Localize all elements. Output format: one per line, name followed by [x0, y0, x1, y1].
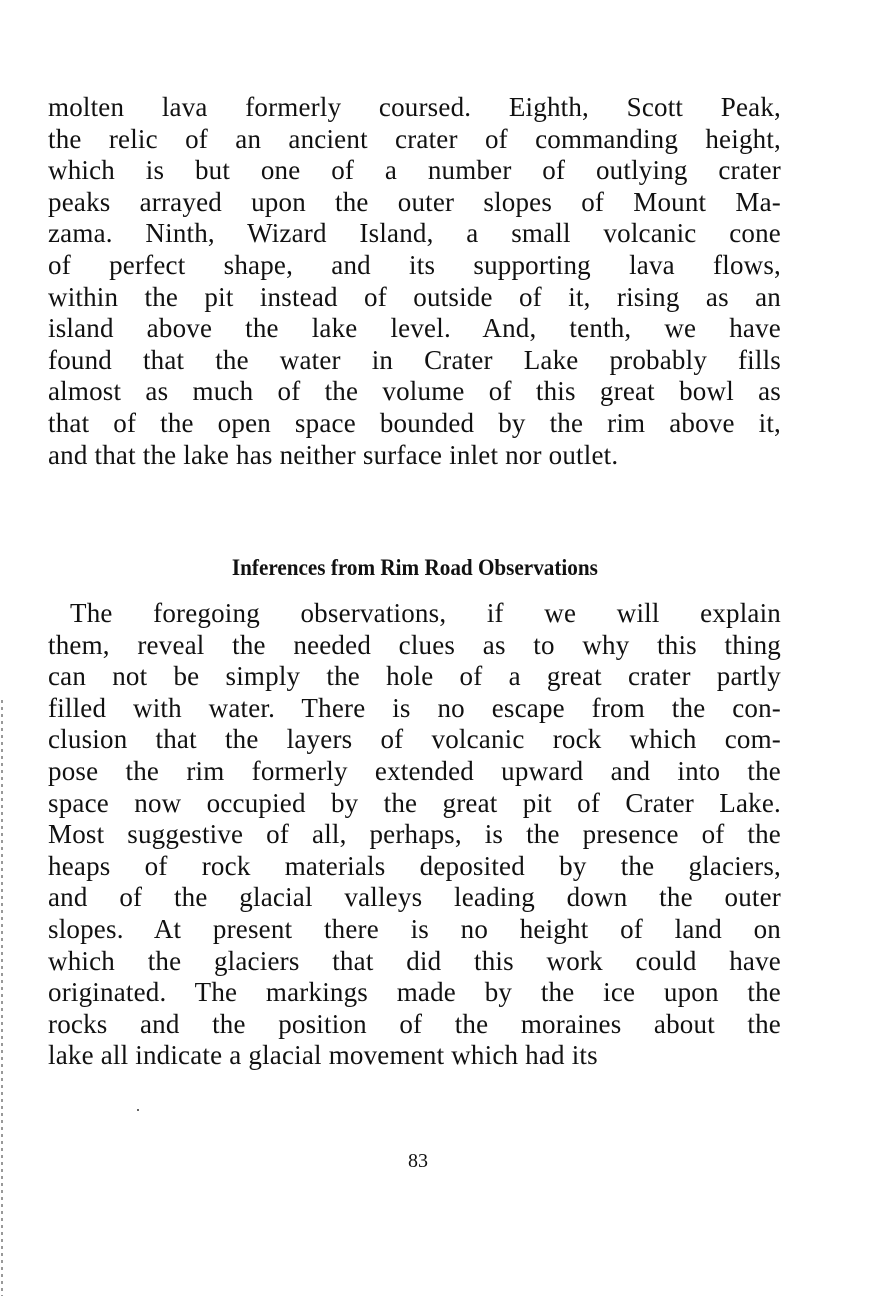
text-line: which the glaciers that did this work could have — [48, 945, 781, 976]
text-line: and of the glacial valleys leading down the outer — [48, 882, 781, 913]
text-line: molten lava formerly coursed. Eighth, Scott Peak, — [48, 92, 781, 122]
text-line: almost as much of the volume of this great bowl as — [48, 376, 781, 407]
text-line: of perfect shape, and its supporting lava flows, — [48, 250, 781, 280]
section-heading-text: Inferences from Rim Road Observations — [231, 555, 598, 580]
text-line: slopes. At present there is no height of land on — [48, 914, 781, 944]
text-line: peaks arrayed upon the outer slopes of Mount Ma- — [48, 186, 781, 217]
text-line: found that the water in Crater Lake probably fills — [48, 344, 781, 375]
text-line: space now occupied by the great pit of Crater Lake. — [48, 787, 781, 818]
text-line: pose the rim formerly extended upward and into the — [48, 756, 781, 786]
scan-edge-artifact — [1, 700, 3, 1296]
page-number: 83 — [408, 1150, 428, 1172]
text-line: rocks and the position of the moraines about the — [48, 1008, 781, 1039]
section-heading — [0, 553, 829, 583]
text-line: lake all indicate a glacial movement which had its — [48, 1040, 598, 1071]
text-line: zama. Ninth, Wizard Island, a small volcanic cone — [48, 218, 781, 249]
text-line: the relic of an ancient crater of commanding height, — [48, 123, 781, 154]
text-line: filled with water. There is no escape from the con- — [48, 692, 781, 723]
text-line: them, reveal the needed clues as to why this thing — [48, 629, 781, 660]
text-line: which is but one of a number of outlying crater — [48, 155, 781, 186]
text-line: that of the open space bounded by the rim above it, — [48, 408, 781, 438]
text-line: Most suggestive of all, perhaps, is the presence of the — [48, 819, 781, 850]
text-line: and that the lake has neither surface inlet nor outlet. — [48, 439, 619, 470]
text-line: clusion that the layers of volcanic rock which com- — [48, 724, 781, 755]
text-line: within the pit instead of outside of it, rising as an — [48, 281, 781, 312]
text-line: The foregoing observations, if we will explain — [70, 598, 781, 628]
scan-speck — [137, 1109, 139, 1111]
text-line: heaps of rock materials deposited by the glaciers, — [48, 850, 781, 881]
text-line: can not be simply the hole of a great crater partly — [48, 661, 781, 692]
text-line: island above the lake level. And, tenth, we have — [48, 313, 781, 344]
text-line: originated. The markings made by the ice upon the — [48, 977, 781, 1008]
